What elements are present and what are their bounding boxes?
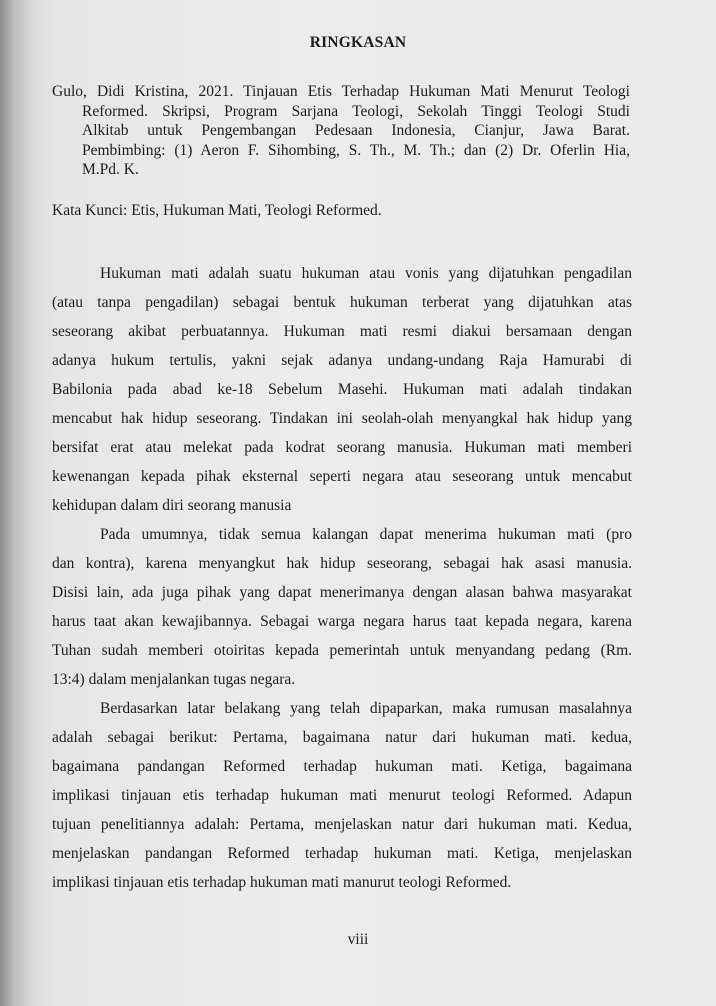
paragraph-line: implikasi tinjauan etis terhadap hukuman mati manurut teologi Reformed. — [52, 874, 512, 891]
paragraph-line: tujuan penelitiannya adalah: Pertama, menjelaskan natur dari hukuman mati. Kedua, — [52, 816, 632, 833]
keywords: Kata Kunci: Etis, Hukuman Mati, Teologi Reformed. — [52, 202, 382, 219]
paragraph — [52, 259, 632, 520]
paragraph-line: adanya hukum tertulis, yakni sejak adanya undang-undang Raja Hamurabi di — [52, 352, 632, 369]
bibliographic-reference — [52, 82, 630, 180]
paragraph-line: kehidupan dalam diri seorang manusia — [52, 497, 292, 514]
paragraph-line: menjelaskan pandangan Reformed terhadap hukuman mati. Ketiga, menjelaskan — [52, 845, 632, 862]
paragraph-line: dan kontra), karena menyangkut hak hidup seseorang, sebagai hak asasi manusia. — [52, 555, 632, 572]
paragraph-line: Babilonia pada abad ke-18 Sebelum Masehi. Hukuman mati adalah tindakan — [52, 381, 632, 398]
reference-line: Alkitab untuk Pengembangan Pedesaan Indonesia, Cianjur, Jawa Barat. — [82, 122, 630, 139]
paragraph — [52, 520, 632, 694]
paragraph-line: Pada umumnya, tidak semua kalangan dapat menerima hukuman mati (pro — [100, 526, 632, 543]
paragraph-line: implikasi tinjauan etis terhadap hukuman mati menurut teologi Reformed. Adapun — [52, 787, 632, 804]
paragraph-line: bagaimana pandangan Reformed terhadap hukuman mati. Ketiga, bagaimana — [52, 758, 632, 775]
reference-line: Gulo, Didi Kristina, 2021. Tinjauan Etis Terhadap Hukuman Mati Menurut Teologi — [52, 83, 630, 100]
paragraph-line: seseorang akibat perbuatannya. Hukuman mati resmi diakui bersamaan dengan — [52, 323, 632, 340]
page-number: viii — [347, 931, 369, 948]
paragraph-line: mencabut hak hidup seseorang. Tindakan ini seolah-olah menyangkal hak hidup yang — [52, 410, 632, 427]
reference-line: Reformed. Skripsi, Program Sarjana Teologi, Sekolah Tinggi Teologi Studi — [82, 102, 630, 120]
paragraph-line: 13:4) dalam menjalankan tugas negara. — [52, 671, 296, 688]
page-title: RINGKASAN — [309, 34, 407, 51]
summary-body — [52, 259, 632, 897]
paragraph — [52, 694, 632, 897]
paragraph-line: (atau tanpa pengadilan) sebagai bentuk hukuman terberat yang dijatuhkan atas — [52, 294, 632, 311]
paragraph-line: kewenangan kepada pihak eksternal seperti negara atau seseorang untuk mencabut — [52, 468, 632, 485]
paragraph-line: harus taat akan kewajibannya. Sebagai warga negara harus taat kepada negara, karena — [52, 613, 632, 630]
paragraph-line: Hukuman mati adalah suatu hukuman atau vonis yang dijatuhkan pengadilan — [100, 265, 632, 282]
reference-line: Pembimbing: (1) Aeron F. Sihombing, S. Th., M. Th.; dan (2) Dr. Oferlin Hia, — [82, 141, 630, 159]
paragraph-line: Disisi lain, ada juga pihak yang dapat menerimanya dengan alasan bahwa masyarakat — [52, 584, 632, 601]
reference-line: M.Pd. K. — [82, 161, 139, 178]
paragraph-line: bersifat erat atau melekat pada kodrat seorang manusia. Hukuman mati memberi — [52, 439, 632, 456]
paragraph-line: Tuhan sudah memberi otoiritas kepada pemerintah untuk menyandang pedang (Rm. — [52, 642, 632, 659]
paragraph-line: Berdasarkan latar belakang yang telah dipaparkan, maka rumusan masalahnya — [100, 700, 632, 717]
paragraph-line: adalah sebagai berikut: Pertama, bagaimana natur dari hukuman mati. kedua, — [52, 729, 632, 746]
